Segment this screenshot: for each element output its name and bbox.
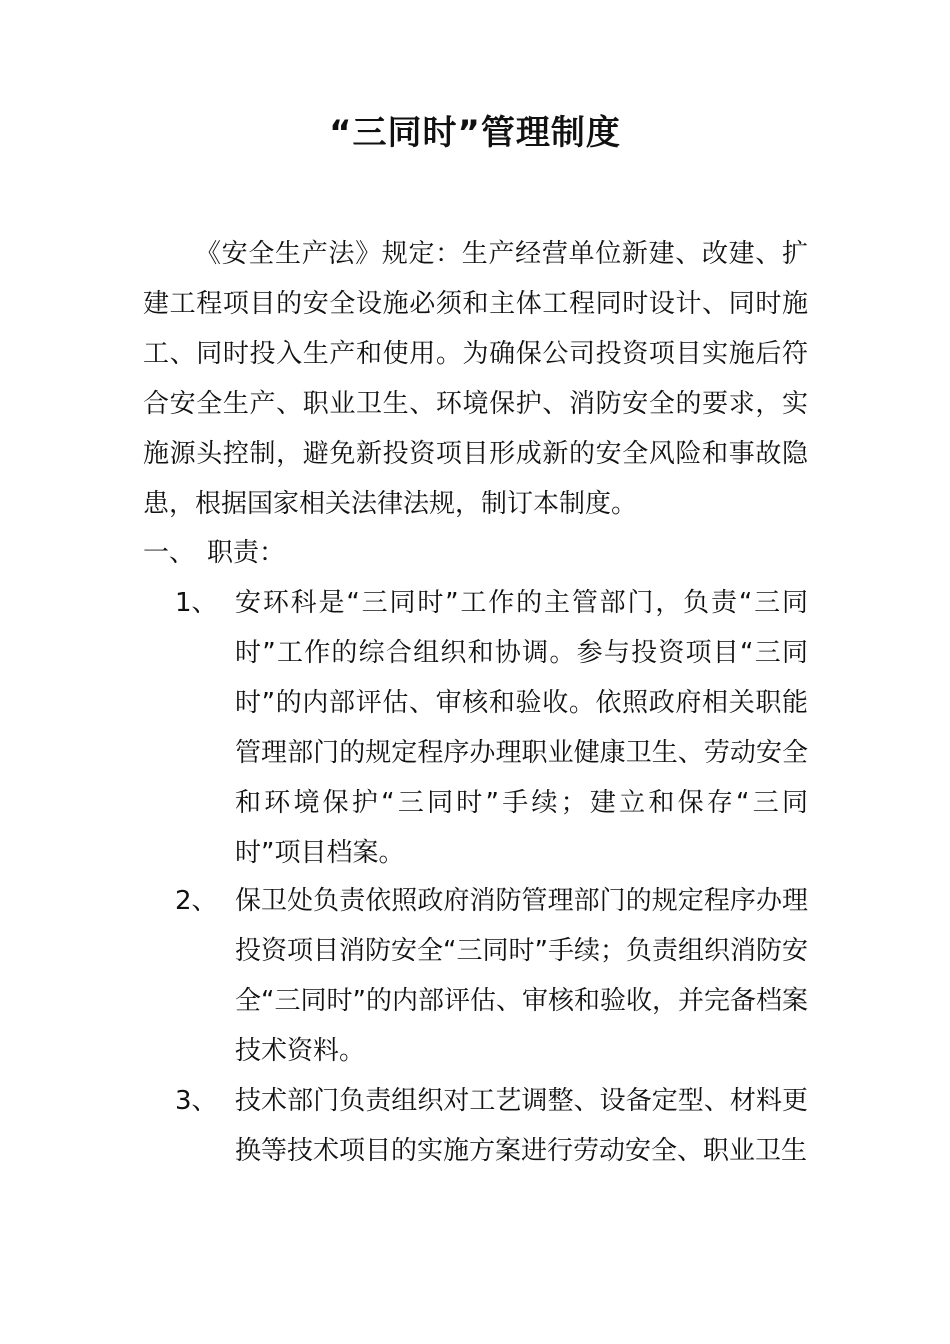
list-item xyxy=(175,876,808,1076)
section-number: 一、 xyxy=(143,538,196,568)
list-item-text: 保卫处负责依照政府消防管理部门的规定程序办理投资项目消防安全“三同时”手续；负责组织消防安全“三同时”的内部评估、审核和验收，并完备档案技术资料。 xyxy=(235,886,808,1066)
section-heading xyxy=(143,528,285,578)
list-item-number: 1、 xyxy=(175,588,218,618)
list-item xyxy=(175,1076,808,1176)
list-item-text: 技术部门负责组织对工艺调整、设备定型、材料更换等技术项目的实施方案进行劳动安全、职业卫生 xyxy=(235,1086,808,1166)
list-item-number: 3、 xyxy=(175,1086,218,1116)
intro-paragraph: 《安全生产法》规定：生产经营单位新建、改建、扩建工程项目的安全设施必须和主体工程同时设计、同时施工、同时投入生产和使用。为确保公司投资项目实施后符合安全生产、职业卫生、环境保护、消防安全的要求，实施源头控制，避免新投资项目形成新的安全风险和事故隐患，根据国家相关法律法规，制订本制度。 xyxy=(143,239,808,519)
document-title: “三同时”管理制度 xyxy=(329,113,621,153)
list-item-number: 2、 xyxy=(175,886,218,916)
list-item-text: 安环科是“三同时”工作的主管部门，负责“三同时”工作的综合组织和协调。参与投资项目“三同时”的内部评估、审核和验收。依照政府相关职能管理部门的规定程序办理职业健康卫生、劳动安全和环境保护“三同时”手续；建立和保存“三同时”项目档案。 xyxy=(235,588,808,868)
list-item xyxy=(175,578,808,878)
section-title: 职责： xyxy=(207,538,286,568)
